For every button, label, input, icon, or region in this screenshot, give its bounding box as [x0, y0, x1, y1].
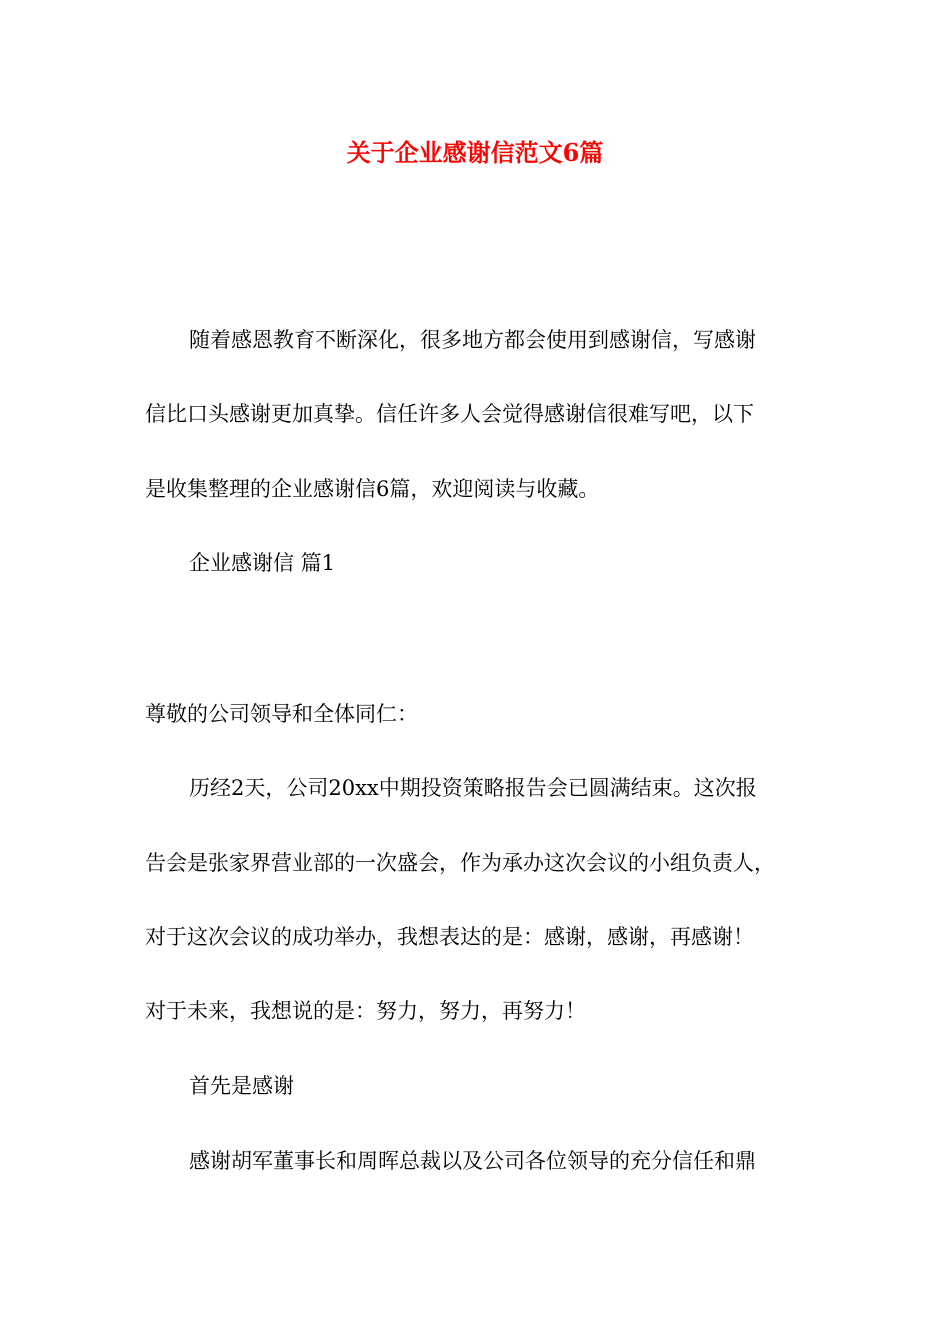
section-heading: 企业感谢信 篇1 [189, 551, 336, 575]
paragraph-line: 对于这次会议的成功举办，我想表达的是：感谢，感谢，再感谢！ [145, 925, 754, 949]
paragraph-line: 历经2天，公司20xx中期投资策略报告会已圆满结束。这次报 [189, 776, 757, 800]
subheading: 首先是感谢 [189, 1074, 294, 1098]
document-title: 关于企业感谢信范文6篇 [346, 138, 604, 167]
paragraph-line: 随着感恩教育不断深化，很多地方都会使用到感谢信，写感谢 [189, 328, 756, 352]
paragraph-line: 对于未来，我想说的是：努力，努力，再努力！ [145, 999, 586, 1023]
salutation: 尊敬的公司领导和全体同仁： [145, 702, 418, 726]
paragraph-line: 感谢胡军董事长和周晖总裁以及公司各位领导的充分信任和鼎 [189, 1149, 756, 1173]
paragraph-line: 告会是张家界营业部的一次盛会，作为承办这次会议的小组负责人， [145, 851, 775, 875]
paragraph-line: 信比口头感谢更加真挚。信任许多人会觉得感谢信很难写吧，以下 [145, 402, 754, 426]
paragraph-line: 是收集整理的企业感谢信6篇，欢迎阅读与收藏。 [145, 477, 600, 501]
